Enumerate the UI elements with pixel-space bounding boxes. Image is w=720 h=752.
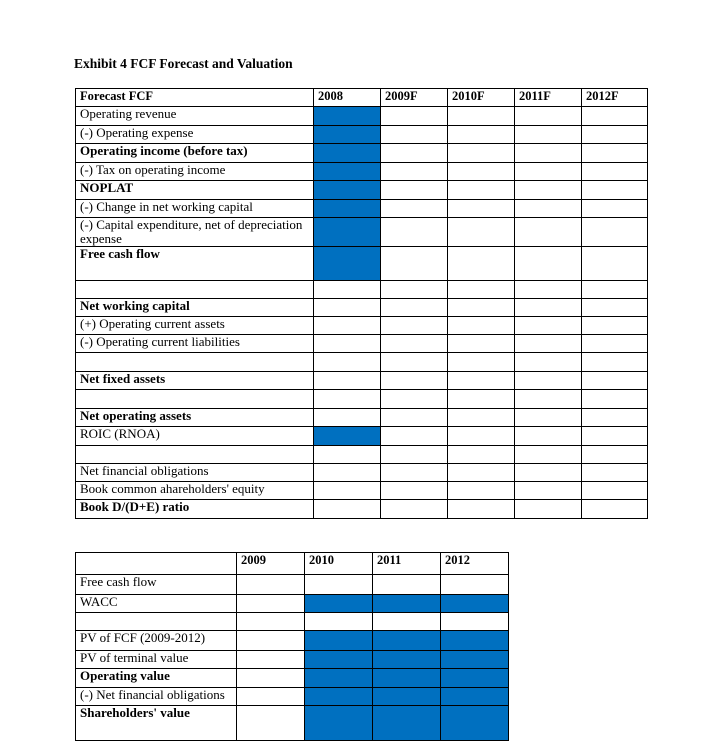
valuation-cell [305, 575, 373, 595]
forecast-row-label [76, 281, 314, 299]
forecast-cell [314, 446, 381, 464]
valuation-cell [441, 669, 509, 688]
forecast-row-label: Free cash flow [76, 247, 314, 281]
forecast-cell [314, 181, 381, 200]
forecast-row-label [76, 446, 314, 464]
forecast-cell [381, 247, 448, 281]
forecast-row [76, 372, 648, 390]
forecast-cell [448, 482, 515, 500]
forecast-fcf-table [75, 88, 648, 519]
valuation-row [76, 688, 509, 706]
forecast-row-label: Net fixed assets [76, 372, 314, 390]
forecast-cell [515, 500, 582, 519]
forecast-cell [448, 317, 515, 335]
forecast-cell [515, 181, 582, 200]
forecast-cell [314, 144, 381, 163]
forecast-cell [314, 281, 381, 299]
forecast-row [76, 163, 648, 181]
forecast-row-label: (-) Operating current liabilities [76, 335, 314, 353]
forecast-column-header: 2012F [582, 89, 648, 107]
forecast-row [76, 500, 648, 519]
forecast-cell [448, 281, 515, 299]
valuation-cell [237, 595, 305, 613]
valuation-cell [305, 595, 373, 613]
forecast-row-label: Net working capital [76, 299, 314, 317]
forecast-cell [515, 390, 582, 409]
forecast-cell [381, 464, 448, 482]
forecast-cell [381, 500, 448, 519]
forecast-cell [582, 390, 648, 409]
valuation-column-header: 2012 [441, 553, 509, 575]
forecast-cell [314, 218, 381, 247]
valuation-column-header: 2011 [373, 553, 441, 575]
forecast-row-label: ROIC (RNOA) [76, 427, 314, 446]
valuation-cell [441, 631, 509, 651]
valuation-row-label: PV of terminal value [76, 651, 237, 669]
forecast-row [76, 482, 648, 500]
valuation-cell [305, 706, 373, 741]
forecast-cell [381, 335, 448, 353]
forecast-row-label: Operating revenue [76, 107, 314, 126]
forecast-cell [582, 335, 648, 353]
forecast-row [76, 107, 648, 126]
valuation-row-label: (-) Net financial obligations [76, 688, 237, 706]
forecast-cell [582, 247, 648, 281]
valuation-row [76, 613, 509, 631]
forecast-cell [515, 144, 582, 163]
exhibit-title: Exhibit 4 FCF Forecast and Valuation [74, 56, 293, 71]
forecast-cell [448, 181, 515, 200]
forecast-row-label: (-) Change in net working capital [76, 200, 314, 218]
forecast-cell [314, 372, 381, 390]
forecast-cell [582, 482, 648, 500]
forecast-cell [381, 482, 448, 500]
forecast-cell [381, 200, 448, 218]
valuation-cell [441, 613, 509, 631]
forecast-cell [314, 464, 381, 482]
forecast-cell [582, 163, 648, 181]
valuation-cell [373, 595, 441, 613]
forecast-cell [381, 144, 448, 163]
forecast-row-label: (-) Operating expense [76, 126, 314, 144]
forecast-cell [448, 299, 515, 317]
forecast-row-label [76, 390, 314, 409]
forecast-cell [582, 500, 648, 519]
valuation-row-label: Operating value [76, 669, 237, 688]
forecast-row-label: (-) Capital expenditure, net of depreciation expense [76, 218, 314, 247]
forecast-cell [448, 218, 515, 247]
forecast-cell [515, 317, 582, 335]
forecast-cell [448, 390, 515, 409]
forecast-row [76, 464, 648, 482]
forecast-cell [314, 200, 381, 218]
forecast-cell [314, 247, 381, 281]
forecast-cell [448, 409, 515, 427]
forecast-cell [381, 372, 448, 390]
forecast-cell [381, 390, 448, 409]
forecast-column-header: 2011F [515, 89, 582, 107]
forecast-cell [381, 317, 448, 335]
forecast-row [76, 144, 648, 163]
forecast-cell [448, 126, 515, 144]
forecast-cell [515, 126, 582, 144]
forecast-row-label: (-) Tax on operating income [76, 163, 314, 181]
forecast-cell [515, 464, 582, 482]
forecast-cell [582, 107, 648, 126]
forecast-column-header: 2009F [381, 89, 448, 107]
valuation-cell [441, 651, 509, 669]
valuation-column-header: 2010 [305, 553, 373, 575]
forecast-cell [515, 163, 582, 181]
forecast-cell [448, 335, 515, 353]
forecast-cell [515, 281, 582, 299]
forecast-row [76, 409, 648, 427]
forecast-row [76, 335, 648, 353]
forecast-cell [314, 409, 381, 427]
forecast-row [76, 390, 648, 409]
forecast-cell [582, 181, 648, 200]
valuation-row [76, 575, 509, 595]
forecast-cell [515, 107, 582, 126]
forecast-cell [582, 281, 648, 299]
forecast-row [76, 427, 648, 446]
valuation-cell [373, 575, 441, 595]
forecast-cell [448, 427, 515, 446]
forecast-cell [582, 144, 648, 163]
forecast-row-label: Net operating assets [76, 409, 314, 427]
forecast-cell [381, 181, 448, 200]
forecast-header-row [76, 89, 648, 107]
forecast-cell [515, 200, 582, 218]
forecast-cell [381, 446, 448, 464]
forecast-cell [515, 446, 582, 464]
valuation-cell [441, 706, 509, 741]
valuation-cell [373, 613, 441, 631]
forecast-cell [314, 299, 381, 317]
forecast-cell [314, 482, 381, 500]
valuation-cell [373, 706, 441, 741]
forecast-cell [381, 427, 448, 446]
forecast-header-label: Forecast FCF [76, 89, 314, 107]
valuation-cell [373, 651, 441, 669]
forecast-cell [582, 427, 648, 446]
forecast-cell [448, 144, 515, 163]
forecast-row [76, 299, 648, 317]
forecast-cell [448, 500, 515, 519]
forecast-cell [582, 299, 648, 317]
forecast-column-header: 2010F [448, 89, 515, 107]
valuation-column-header: 2009 [237, 553, 305, 575]
forecast-cell [582, 372, 648, 390]
forecast-cell [448, 372, 515, 390]
forecast-cell [515, 299, 582, 317]
forecast-cell [582, 464, 648, 482]
valuation-row-label: PV of FCF (2009-2012) [76, 631, 237, 651]
forecast-cell [448, 247, 515, 281]
forecast-cell [381, 107, 448, 126]
forecast-cell [448, 163, 515, 181]
valuation-cell [373, 688, 441, 706]
valuation-header-row [76, 553, 509, 575]
valuation-cell [305, 651, 373, 669]
valuation-cell [237, 706, 305, 741]
valuation-cell [373, 631, 441, 651]
valuation-cell [305, 669, 373, 688]
forecast-cell [515, 427, 582, 446]
valuation-cell [373, 669, 441, 688]
forecast-cell [515, 335, 582, 353]
valuation-cell [441, 595, 509, 613]
forecast-cell [448, 107, 515, 126]
forecast-row [76, 126, 648, 144]
valuation-cell [305, 613, 373, 631]
forecast-cell [381, 281, 448, 299]
forecast-row-label: Net financial obligations [76, 464, 314, 482]
forecast-cell [314, 335, 381, 353]
forecast-cell [381, 353, 448, 372]
forecast-column-header: 2008 [314, 89, 381, 107]
forecast-row-label: Book D/(D+E) ratio [76, 500, 314, 519]
forecast-cell [515, 353, 582, 372]
forecast-cell [582, 200, 648, 218]
forecast-cell [381, 126, 448, 144]
forecast-cell [448, 353, 515, 372]
forecast-cell [515, 372, 582, 390]
forecast-cell [582, 218, 648, 247]
forecast-row-label: Operating income (before tax) [76, 144, 314, 163]
forecast-cell [515, 482, 582, 500]
valuation-cell [441, 575, 509, 595]
forecast-row [76, 317, 648, 335]
forecast-row [76, 181, 648, 200]
forecast-cell [314, 390, 381, 409]
forecast-cell [314, 317, 381, 335]
valuation-row [76, 669, 509, 688]
valuation-row-label: Free cash flow [76, 575, 237, 595]
forecast-cell [314, 427, 381, 446]
valuation-cell [237, 575, 305, 595]
forecast-row [76, 281, 648, 299]
forecast-row-label: NOPLAT [76, 181, 314, 200]
forecast-row [76, 200, 648, 218]
forecast-cell [448, 464, 515, 482]
forecast-cell [448, 446, 515, 464]
valuation-row [76, 595, 509, 613]
valuation-row-label: WACC [76, 595, 237, 613]
forecast-cell [381, 409, 448, 427]
forecast-cell [515, 247, 582, 281]
forecast-row-label: (+) Operating current assets [76, 317, 314, 335]
valuation-header-label [76, 553, 237, 575]
valuation-row [76, 651, 509, 669]
valuation-row [76, 631, 509, 651]
forecast-cell [582, 409, 648, 427]
forecast-cell [448, 200, 515, 218]
valuation-cell [237, 688, 305, 706]
forecast-row-label: Book common ahareholders' equity [76, 482, 314, 500]
forecast-cell [381, 218, 448, 247]
valuation-table [75, 552, 509, 741]
valuation-cell [237, 631, 305, 651]
forecast-row [76, 446, 648, 464]
forecast-row [76, 218, 648, 247]
valuation-cell [237, 651, 305, 669]
forecast-cell [582, 126, 648, 144]
valuation-row [76, 706, 509, 741]
forecast-cell [515, 218, 582, 247]
forecast-cell [314, 163, 381, 181]
forecast-row [76, 353, 648, 372]
forecast-cell [314, 126, 381, 144]
valuation-cell [441, 688, 509, 706]
forecast-cell [582, 353, 648, 372]
valuation-row-label: Shareholders' value [76, 706, 237, 741]
forecast-cell [314, 107, 381, 126]
valuation-cell [305, 688, 373, 706]
forecast-row [76, 247, 648, 281]
forecast-cell [314, 353, 381, 372]
forecast-cell [515, 409, 582, 427]
forecast-cell [582, 317, 648, 335]
valuation-cell [237, 669, 305, 688]
valuation-cell [237, 613, 305, 631]
valuation-row-label [76, 613, 237, 631]
valuation-cell [305, 631, 373, 651]
forecast-row-label [76, 353, 314, 372]
forecast-cell [314, 500, 381, 519]
forecast-cell [381, 299, 448, 317]
forecast-cell [381, 163, 448, 181]
forecast-cell [582, 446, 648, 464]
